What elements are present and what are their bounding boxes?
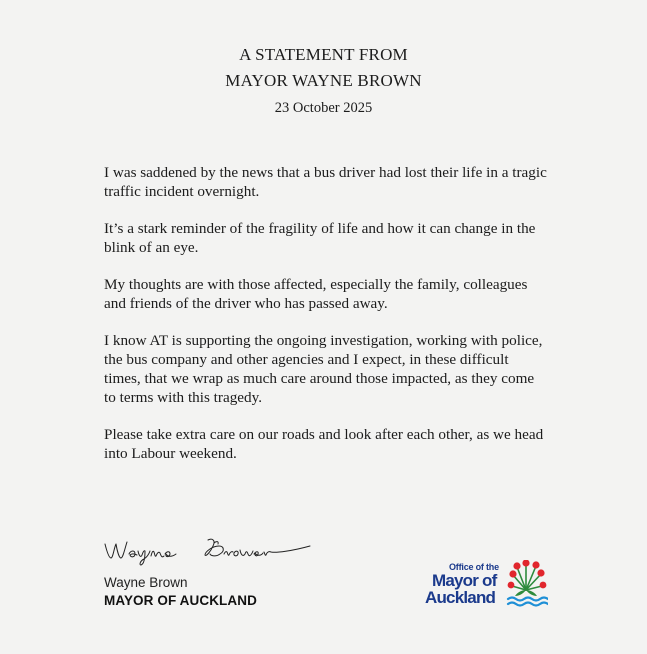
- paragraph-3: My thoughts are with those affected, especially the family, colleagues and friends of the driver who has passed away.: [104, 276, 528, 312]
- handwritten-signature: [102, 532, 317, 566]
- signatory-name: Wayne Brown: [104, 575, 188, 590]
- paragraph-5: Please take extra care on our roads and look after each other, as we head into Labour weekend.: [104, 425, 544, 462]
- paragraph-1: I was saddened by the news that a bus driver had lost their life in a tragic traffic incident overnight.: [104, 164, 547, 200]
- logo-office-text: Office of the: [449, 562, 499, 572]
- paragraph-2: It’s a stark reminder of the fragility of life and how it can change in the blink of an eye.: [104, 220, 536, 256]
- signatory-role: MAYOR OF AUCKLAND: [104, 593, 257, 608]
- statement-header: [0, 42, 647, 117]
- statement-title-line1: A STATEMENT FROM: [239, 45, 408, 64]
- statement-body: [104, 164, 549, 482]
- mayor-office-logo: [424, 560, 548, 612]
- paragraph-4: I know AT is supporting the ongoing investigation, working with police, the bus company and other agencies and I expect, in these difficult times, that we wrap as much care around those impacted, as they come to terms with this tragedy.: [104, 332, 543, 406]
- logo-mayor-text: Mayor of: [432, 571, 497, 590]
- statement-title-line2: MAYOR WAYNE BROWN: [225, 71, 422, 90]
- statement-date: 23 October 2025: [274, 100, 373, 116]
- pohutukawa-flower-icon: [506, 560, 548, 608]
- logo-auckland-text: Auckland: [425, 588, 496, 607]
